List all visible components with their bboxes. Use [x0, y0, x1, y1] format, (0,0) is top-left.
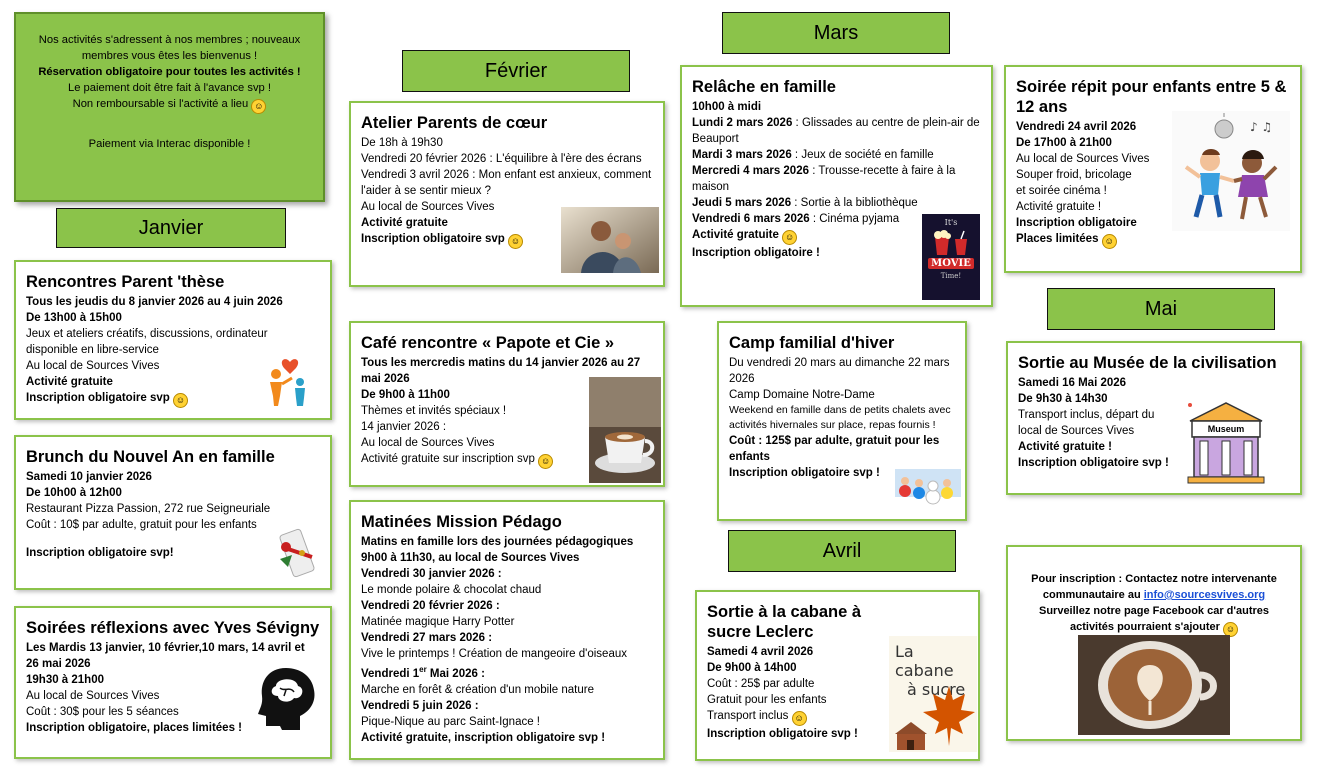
- repit-desc: Souper froid, bricolage et soirée cinéma !: [1016, 169, 1132, 197]
- head-brain-icon: [256, 666, 318, 732]
- popcorn-icon: [931, 229, 971, 255]
- museum-sign: Museum: [1207, 424, 1245, 434]
- matinees-date4: [361, 662, 653, 682]
- rencontres-free: Activité gratuite: [26, 376, 113, 388]
- maple-leaf-cabin-icon: [889, 682, 977, 752]
- cabane-image: [889, 636, 977, 752]
- matinees-date4-sup: er: [419, 665, 427, 674]
- brunch-title: Brunch du Nouvel An en famille: [26, 448, 275, 466]
- header-avril: Avril: [728, 530, 956, 572]
- smile-icon: ☺: [782, 230, 797, 245]
- intro-line2: Réservation obligatoire pour toutes les activités !: [38, 66, 301, 78]
- cafe-reg: Activité gratuite sur inscription svp: [361, 453, 535, 465]
- soirees-time: 19h30 à 21h00: [26, 674, 105, 686]
- musee-title: Sortie au Musée de la civilisation: [1018, 354, 1277, 372]
- atelier-title: Atelier Parents de cœur: [361, 114, 548, 132]
- card-matinees: [349, 500, 665, 760]
- repit-title: Soirée répit pour enfants entre 5 & 12 ans: [1016, 78, 1287, 116]
- cabane-title: Sortie à la cabane à sucre Leclerc: [707, 603, 862, 641]
- matinees-date4-a: Vendredi 1: [361, 667, 420, 680]
- museum-building-icon: [1184, 399, 1268, 485]
- repit-time: De 17h00 à 21h00: [1016, 137, 1112, 149]
- cafe-place: Au local de Sources Vives: [361, 437, 495, 449]
- card-repit: [1004, 65, 1302, 273]
- brunch-place: Restaurant Pizza Passion, 272 rue Seigneuriale: [26, 503, 271, 515]
- relache-day4-act: : Sortie à la bibliothèque: [791, 197, 918, 209]
- movie-poster-top: It's: [944, 218, 958, 227]
- musee-date: Samedi 16 Mai 2026: [1018, 377, 1127, 389]
- cafe-title: Café rencontre « Papote et Cie »: [361, 334, 615, 352]
- card-brunch: [14, 435, 332, 590]
- brunch-date: Samedi 10 janvier 2026: [26, 471, 152, 483]
- cabane-image-line1: La cabane: [895, 642, 954, 680]
- matinees-act3: Vive le printemps ! Création de mangeoire d'oiseaux: [361, 648, 627, 660]
- matinees-date4-b: Mai 2026 :: [426, 667, 485, 680]
- cabane-image-line2: à sucre: [907, 680, 966, 699]
- relache-day4-date: Jeudi 5 mars 2026: [692, 197, 792, 209]
- camp-desc: Weekend en famille dans de petits chalets avec activités hivernales sur place, repas fournis !: [729, 404, 951, 431]
- relache-day2-date: Mardi 3 mars 2026: [692, 149, 792, 161]
- rencontres-reg: Inscription obligatoire svp: [26, 392, 170, 404]
- cabane-reg: Inscription obligatoire svp !: [707, 728, 858, 740]
- soirees-place: Au local de Sources Vives: [26, 690, 160, 702]
- cafe-time: De 9h00 à 11h00: [361, 389, 450, 401]
- header-janvier: Janvier: [56, 208, 286, 248]
- brunch-cost: Coût : 10$ par adulte, gratuit pour les enfants: [26, 519, 257, 531]
- contact-line1-wrap: [1018, 571, 1290, 603]
- cabane-transport: Transport inclus: [707, 710, 789, 722]
- movie-poster: [922, 214, 980, 300]
- intro-line5: Paiement via Interac disponible !: [88, 138, 251, 150]
- atelier-reg: Inscription obligatoire svp: [361, 233, 505, 245]
- contact-line2: Surveillez notre page Facebook car d'autres activités pourraient s'ajouter: [1038, 605, 1270, 633]
- relache-day5-act: : Cinéma pyjama: [809, 213, 900, 225]
- card-rencontres: [14, 260, 332, 420]
- camp-dates: Du vendredi 20 mars au dimanche 22 mars 2026: [729, 357, 950, 385]
- card-relache: [680, 65, 993, 307]
- atelier-date2: Vendredi 3 avril 2026 : Mon enfant est anxieux, comment l'aider à se sentir mieux ?: [361, 169, 652, 197]
- smile-icon: ☺: [538, 454, 553, 469]
- camp-cost: Coût : 125$ par adulte, gratuit pour les enfants: [729, 435, 940, 463]
- repit-reg: Inscription obligatoire: [1016, 217, 1137, 229]
- relache-day2: [692, 147, 981, 163]
- cafe-first-date: 14 janvier 2026 :: [361, 421, 447, 433]
- rencontres-place: Au local de Sources Vives: [26, 360, 160, 372]
- matinees-date5: Vendredi 5 juin 2026 :: [361, 699, 479, 712]
- cafe-dates: Tous les mercredis matins du 14 janvier 2026 au 27 mai 2026: [361, 357, 641, 385]
- email-link[interactable]: info@sourcesvives.org: [1143, 589, 1266, 601]
- museum-icon: [1184, 399, 1268, 485]
- smile-icon: ☺: [1102, 234, 1117, 249]
- matinees-act4: Marche en forêt & création d'un mobile nature: [361, 683, 594, 696]
- relache-day2-act: : Jeux de société en famille: [791, 149, 934, 161]
- repit-date: Vendredi 24 avril 2026: [1016, 121, 1137, 133]
- card-camp: [717, 321, 967, 521]
- soirees-title: Soirées réflexions avec Yves Sévigny: [26, 619, 320, 637]
- smile-icon: ☺: [792, 711, 807, 726]
- brunch-time: De 10h00 à 12h00: [26, 487, 122, 499]
- relache-day3-act: : Trousse-recette à faire à la maison: [692, 165, 956, 193]
- latte-art-photo: [1078, 635, 1230, 735]
- relache-day4: [692, 195, 981, 211]
- cabane-kids: Gratuit pour les enfants: [707, 694, 827, 706]
- rencontres-date: Tous les jeudis du 8 janvier 2026 au 4 juin 2026: [26, 296, 283, 308]
- dancing-kids-icon: [1172, 111, 1290, 231]
- header-mars: Mars: [722, 12, 950, 54]
- intro-line3: Le paiement doit être fait à l'avance svp !: [67, 82, 271, 94]
- rencontres-desc: Jeux et ateliers créatifs, discussions, ordinateur disponible en libre-service: [26, 328, 268, 356]
- relache-day5-date: Vendredi 6 mars 2026: [692, 213, 810, 225]
- intro-line4: Non remboursable si l'activité a lieu: [72, 98, 249, 110]
- repit-place: Au local de Sources Vives: [1016, 153, 1150, 165]
- soirees-dates: Les Mardis 13 janvier, 10 février,10 mars, 14 avril et 26 mai 2026: [26, 642, 305, 670]
- movie-poster-title: MOVIE: [928, 258, 974, 269]
- camp-reg: Inscription obligatoire svp !: [729, 467, 880, 479]
- card-soirees: [14, 606, 332, 759]
- header-fevrier: Février: [402, 50, 630, 92]
- smile-icon: ☺: [1223, 622, 1238, 637]
- card-contact: [1006, 545, 1302, 741]
- smile-icon: ☺: [251, 99, 266, 114]
- relache-day3-date: Mercredi 4 mars 2026: [692, 165, 809, 177]
- relache-day3: [692, 163, 981, 195]
- matinees-title: Matinées Mission Pédago: [361, 513, 562, 531]
- cabane-date: Samedi 4 avril 2026: [707, 646, 814, 658]
- brunch-reg: Inscription obligatoire svp!: [26, 547, 174, 559]
- family-icon: [260, 356, 316, 408]
- relache-free: Activité gratuite: [692, 229, 779, 241]
- christmas-decoration-icon: [278, 523, 322, 581]
- matinees-act1: Le monde polaire & chocolat chaud: [361, 584, 542, 596]
- relache-time: 10h00 à midi: [692, 101, 762, 113]
- cabane-cost: Coût : 25$ par adulte: [707, 678, 815, 690]
- repit-places: Places limitées: [1016, 233, 1099, 245]
- atelier-time: De 18h à 19h30: [361, 137, 443, 149]
- repit-places-wrap: [1016, 231, 1290, 249]
- snowman-photo: [895, 469, 961, 513]
- smile-icon: ☺: [508, 234, 523, 249]
- card-atelier: [349, 101, 665, 287]
- card-cabane: [695, 590, 980, 761]
- contact-line2-wrap: [1018, 603, 1290, 637]
- svg-text:♪ ♫: ♪ ♫: [1250, 120, 1273, 134]
- matinees-intro: Matins en famille lors des journées pédagogiques 9h00 à 11h30, au local de Sources Vives: [361, 536, 634, 564]
- soirees-reg: Inscription obligatoire, places limitées !: [26, 722, 242, 734]
- musee-transport: Transport inclus, départ du local de Sources Vives: [1018, 409, 1155, 437]
- camp-place: Camp Domaine Notre-Dame: [729, 389, 875, 401]
- relache-day1-act: : Glissades au centre de plein-air de Beauport: [692, 117, 980, 145]
- smile-icon: ☺: [173, 393, 188, 408]
- header-mai: Mai: [1047, 288, 1275, 330]
- relache-day1-date: Lundi 2 mars 2026: [692, 117, 793, 129]
- card-cafe: [349, 321, 665, 487]
- matinees-act2: Matinée magique Harry Potter: [361, 616, 515, 628]
- atelier-place: Au local de Sources Vives: [361, 201, 495, 213]
- atelier-free: Activité gratuite: [361, 217, 448, 229]
- matinees-date2: Vendredi 20 février 2026 :: [361, 600, 500, 612]
- soirees-cost: Coût : 30$ pour les 5 séances: [26, 706, 179, 718]
- intro-box: [14, 12, 325, 202]
- repit-free: Activité gratuite !: [1016, 201, 1102, 213]
- contact-line1: Pour inscription : Contactez notre intervenante communautaire au: [1031, 573, 1277, 601]
- cabane-time: De 9h00 à 14h00: [707, 662, 797, 674]
- card-musee: [1006, 341, 1302, 495]
- cafe-themes: Thèmes et invités spéciaux !: [361, 405, 507, 417]
- atelier-date1: Vendredi 20 février 2026 : L'équilibre à l'ère des écrans: [361, 153, 642, 165]
- musee-reg: Inscription obligatoire svp !: [1018, 457, 1169, 469]
- musee-free: Activité gratuite !: [1018, 441, 1112, 453]
- relache-title: Relâche en famille: [692, 78, 836, 96]
- movie-poster-bottom: Time!: [940, 272, 962, 280]
- matinees-act5: Pique-Nique au parc Saint-Ignace !: [361, 715, 540, 728]
- intro-line4-wrap: [24, 96, 315, 114]
- relache-day1: [692, 115, 981, 147]
- matinees-reg: Activité gratuite, inscription obligatoire svp !: [361, 731, 606, 744]
- parent-child-photo: [561, 207, 659, 273]
- rencontres-time: De 13h00 à 15h00: [26, 312, 122, 324]
- musee-time: De 9h30 à 14h30: [1018, 393, 1108, 405]
- relache-reg: Inscription obligatoire !: [692, 247, 820, 259]
- coffee-cup-photo: [589, 377, 661, 483]
- matinees-date3: Vendredi 27 mars 2026 :: [361, 632, 493, 644]
- camp-title: Camp familial d'hiver: [729, 334, 895, 352]
- rencontres-title: Rencontres Parent 'thèse: [26, 273, 225, 291]
- intro-line1: Nos activités s'adressent à nos membres ; nouveaux membres vous êtes les bienvenus !: [38, 34, 301, 62]
- matinees-date1: Vendredi 30 janvier 2026 :: [361, 568, 502, 580]
